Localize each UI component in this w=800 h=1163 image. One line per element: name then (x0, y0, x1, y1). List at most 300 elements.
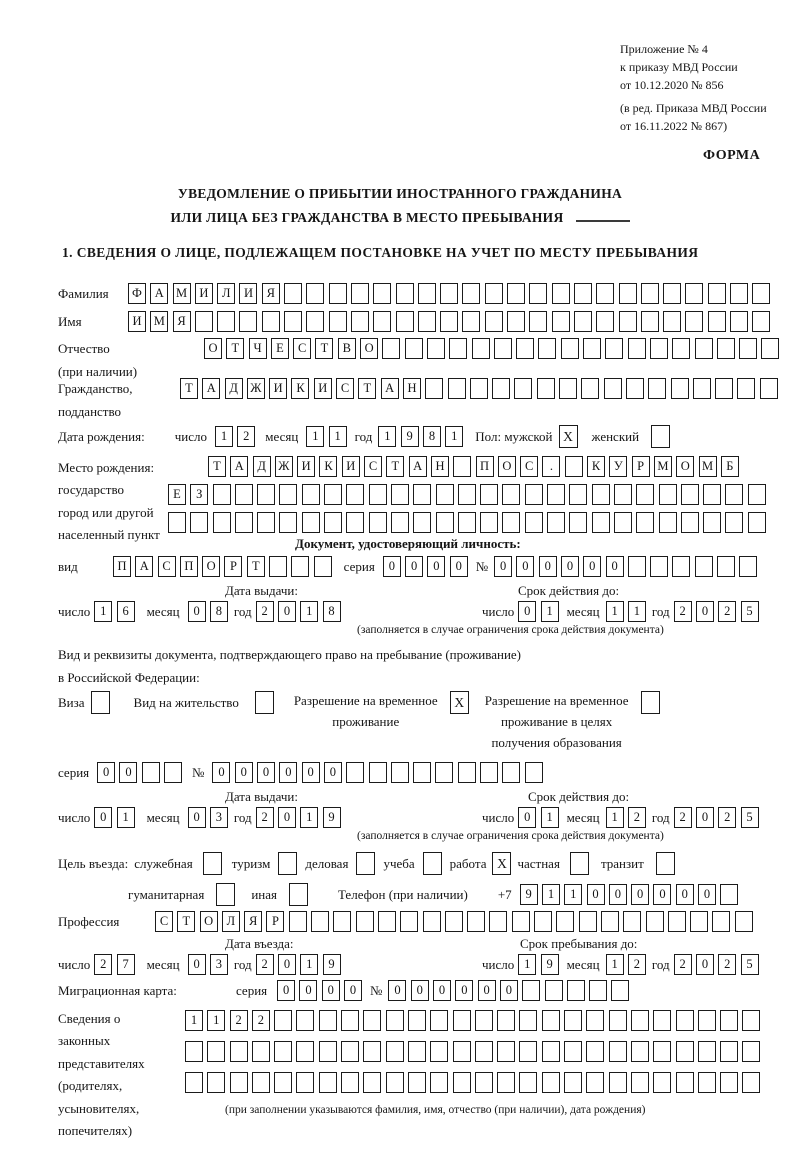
char-cell[interactable] (164, 762, 182, 783)
char-cell[interactable]: 1 (306, 426, 324, 447)
char-cell[interactable] (742, 1072, 760, 1093)
char-cell[interactable] (324, 484, 342, 505)
char-cell[interactable] (525, 484, 543, 505)
char-cell[interactable] (653, 1072, 671, 1093)
char-cell[interactable]: 0 (278, 807, 296, 828)
char-cell[interactable]: 0 (388, 980, 406, 1001)
char-cell[interactable] (289, 911, 307, 932)
char-cell[interactable]: М (654, 456, 672, 477)
char-cell[interactable] (586, 1010, 604, 1031)
char-cell[interactable] (681, 512, 699, 533)
char-cell[interactable] (752, 311, 770, 332)
char-cell[interactable] (257, 512, 275, 533)
tourism-checkbox[interactable] (278, 852, 297, 875)
char-cell[interactable] (319, 1041, 337, 1062)
char-cell[interactable]: П (476, 456, 494, 477)
char-cell[interactable] (715, 378, 733, 399)
char-cell[interactable]: 0 (324, 762, 342, 783)
char-cell[interactable]: 1 (378, 426, 396, 447)
char-cell[interactable] (611, 980, 629, 1001)
char-cell[interactable]: Т (180, 378, 198, 399)
char-cell[interactable] (605, 338, 623, 359)
char-cell[interactable] (341, 1072, 359, 1093)
char-cell[interactable] (628, 338, 646, 359)
char-cell[interactable] (604, 378, 622, 399)
sex-male-checkbox[interactable]: X (559, 425, 578, 448)
char-cell[interactable] (279, 512, 297, 533)
char-cell[interactable]: 1 (445, 426, 463, 447)
other-checkbox[interactable] (289, 883, 308, 906)
char-cell[interactable] (717, 338, 735, 359)
char-cell[interactable] (552, 311, 570, 332)
char-cell[interactable] (537, 378, 555, 399)
char-cell[interactable] (730, 311, 748, 332)
char-cell[interactable]: 0 (455, 980, 473, 1001)
stay-day-cells[interactable] (518, 954, 558, 975)
doc-exp-month-cells[interactable] (606, 601, 646, 622)
char-cell[interactable]: А (202, 378, 220, 399)
char-cell[interactable]: П (180, 556, 198, 577)
char-cell[interactable] (445, 911, 463, 932)
char-cell[interactable] (346, 512, 364, 533)
char-cell[interactable] (636, 512, 654, 533)
char-cell[interactable] (207, 1041, 225, 1062)
char-cell[interactable] (319, 1010, 337, 1031)
char-cell[interactable] (695, 338, 713, 359)
char-cell[interactable]: 2 (256, 807, 274, 828)
char-cell[interactable]: 0 (518, 807, 536, 828)
char-cell[interactable]: Я (262, 283, 280, 304)
char-cell[interactable]: . (542, 456, 560, 477)
char-cell[interactable] (306, 283, 324, 304)
char-cell[interactable]: Я (173, 311, 191, 332)
char-cell[interactable] (761, 338, 779, 359)
char-cell[interactable] (698, 1072, 716, 1093)
char-cell[interactable]: 0 (561, 556, 579, 577)
char-cell[interactable]: 0 (698, 884, 716, 905)
char-cell[interactable] (564, 1010, 582, 1031)
char-cell[interactable]: Т (315, 338, 333, 359)
char-cell[interactable]: И (314, 378, 332, 399)
char-cell[interactable] (609, 1041, 627, 1062)
char-cell[interactable] (708, 311, 726, 332)
reps-row3-cells[interactable] (185, 1072, 760, 1093)
char-cell[interactable] (319, 1072, 337, 1093)
char-cell[interactable]: 1 (300, 601, 318, 622)
char-cell[interactable]: 1 (541, 807, 559, 828)
char-cell[interactable]: 0 (279, 762, 297, 783)
char-cell[interactable] (534, 911, 552, 932)
char-cell[interactable]: 0 (518, 601, 536, 622)
char-cell[interactable] (703, 484, 721, 505)
char-cell[interactable] (475, 1041, 493, 1062)
char-cell[interactable] (346, 484, 364, 505)
char-cell[interactable] (596, 283, 614, 304)
char-cell[interactable] (291, 556, 309, 577)
char-cell[interactable]: У (609, 456, 627, 477)
char-cell[interactable] (653, 1010, 671, 1031)
char-cell[interactable]: П (113, 556, 131, 577)
char-cell[interactable] (547, 512, 565, 533)
char-cell[interactable] (586, 1041, 604, 1062)
char-cell[interactable] (453, 1010, 471, 1031)
char-cell[interactable]: 0 (257, 762, 275, 783)
char-cell[interactable] (235, 512, 253, 533)
char-cell[interactable] (565, 456, 583, 477)
char-cell[interactable] (502, 484, 520, 505)
char-cell[interactable] (391, 484, 409, 505)
char-cell[interactable]: А (381, 378, 399, 399)
char-cell[interactable] (542, 1072, 560, 1093)
permit-issue-year-cells[interactable] (256, 807, 341, 828)
char-cell[interactable] (653, 1041, 671, 1062)
char-cell[interactable]: К (587, 456, 605, 477)
char-cell[interactable]: Л (217, 283, 235, 304)
char-cell[interactable] (213, 484, 231, 505)
char-cell[interactable] (373, 283, 391, 304)
migr-number-cells[interactable] (388, 980, 629, 1001)
char-cell[interactable]: 0 (405, 556, 423, 577)
surname-cells[interactable] (128, 283, 770, 304)
char-cell[interactable] (435, 762, 453, 783)
char-cell[interactable] (693, 378, 711, 399)
char-cell[interactable]: Т (208, 456, 226, 477)
char-cell[interactable]: А (230, 456, 248, 477)
char-cell[interactable] (725, 484, 743, 505)
char-cell[interactable]: 0 (606, 556, 624, 577)
temp-edu-checkbox[interactable] (641, 691, 660, 714)
char-cell[interactable]: 2 (94, 954, 112, 975)
permit-series-cells[interactable] (97, 762, 182, 783)
char-cell[interactable] (369, 512, 387, 533)
char-cell[interactable] (581, 378, 599, 399)
char-cell[interactable]: М (150, 311, 168, 332)
char-cell[interactable] (538, 338, 556, 359)
char-cell[interactable] (698, 1010, 716, 1031)
char-cell[interactable] (453, 1072, 471, 1093)
char-cell[interactable] (525, 512, 543, 533)
char-cell[interactable]: 9 (541, 954, 559, 975)
char-cell[interactable] (739, 338, 757, 359)
char-cell[interactable]: 1 (300, 807, 318, 828)
char-cell[interactable] (672, 338, 690, 359)
char-cell[interactable]: Е (168, 484, 186, 505)
char-cell[interactable] (648, 378, 666, 399)
char-cell[interactable] (507, 311, 525, 332)
char-cell[interactable]: 0 (609, 884, 627, 905)
birth-month-cells[interactable] (306, 426, 346, 447)
char-cell[interactable] (592, 484, 610, 505)
char-cell[interactable] (284, 311, 302, 332)
char-cell[interactable]: Т (386, 456, 404, 477)
char-cell[interactable]: 1 (542, 884, 560, 905)
birth-day-cells[interactable] (215, 426, 255, 447)
official-checkbox[interactable] (203, 852, 222, 875)
char-cell[interactable] (396, 311, 414, 332)
char-cell[interactable] (545, 980, 563, 1001)
char-cell[interactable] (650, 338, 668, 359)
char-cell[interactable]: 1 (117, 807, 135, 828)
char-cell[interactable]: 0 (500, 980, 518, 1001)
char-cell[interactable] (564, 1072, 582, 1093)
char-cell[interactable]: 8 (210, 601, 228, 622)
char-cell[interactable] (663, 283, 681, 304)
char-cell[interactable]: О (204, 338, 222, 359)
char-cell[interactable]: К (291, 378, 309, 399)
char-cell[interactable] (396, 283, 414, 304)
char-cell[interactable]: 1 (541, 601, 559, 622)
char-cell[interactable] (269, 556, 287, 577)
char-cell[interactable] (413, 512, 431, 533)
char-cell[interactable]: Ж (247, 378, 265, 399)
birth-year-cells[interactable] (378, 426, 463, 447)
doc-issue-day-cells[interactable] (94, 601, 134, 622)
char-cell[interactable] (760, 378, 778, 399)
char-cell[interactable]: С (155, 911, 173, 932)
char-cell[interactable]: 1 (606, 601, 624, 622)
char-cell[interactable]: 0 (119, 762, 137, 783)
char-cell[interactable]: 2 (718, 807, 736, 828)
char-cell[interactable]: 0 (302, 762, 320, 783)
char-cell[interactable] (690, 911, 708, 932)
work-checkbox[interactable]: X (492, 852, 511, 875)
char-cell[interactable]: Л (222, 911, 240, 932)
char-cell[interactable] (363, 1041, 381, 1062)
char-cell[interactable] (341, 1010, 359, 1031)
char-cell[interactable]: Я (244, 911, 262, 932)
char-cell[interactable] (185, 1072, 203, 1093)
char-cell[interactable] (306, 311, 324, 332)
char-cell[interactable]: 0 (383, 556, 401, 577)
doc-issue-year-cells[interactable] (256, 601, 341, 622)
char-cell[interactable] (748, 484, 766, 505)
char-cell[interactable] (730, 283, 748, 304)
char-cell[interactable]: Б (721, 456, 739, 477)
char-cell[interactable]: 2 (674, 601, 692, 622)
char-cell[interactable] (676, 1072, 694, 1093)
char-cell[interactable] (507, 283, 525, 304)
char-cell[interactable] (440, 311, 458, 332)
char-cell[interactable]: 2 (674, 954, 692, 975)
permit-number-cells[interactable] (212, 762, 542, 783)
char-cell[interactable]: 9 (520, 884, 538, 905)
char-cell[interactable]: 0 (212, 762, 230, 783)
char-cell[interactable] (529, 311, 547, 332)
char-cell[interactable] (405, 338, 423, 359)
citizenship-cells[interactable] (180, 378, 778, 399)
char-cell[interactable] (480, 762, 498, 783)
char-cell[interactable]: 3 (210, 807, 228, 828)
char-cell[interactable]: Н (403, 378, 421, 399)
char-cell[interactable] (556, 911, 574, 932)
char-cell[interactable] (583, 338, 601, 359)
char-cell[interactable] (685, 311, 703, 332)
char-cell[interactable] (408, 1072, 426, 1093)
char-cell[interactable] (574, 311, 592, 332)
char-cell[interactable] (449, 338, 467, 359)
char-cell[interactable]: 0 (631, 884, 649, 905)
char-cell[interactable] (351, 311, 369, 332)
char-cell[interactable] (708, 283, 726, 304)
permit-issue-month-cells[interactable] (188, 807, 228, 828)
char-cell[interactable] (547, 484, 565, 505)
char-cell[interactable]: 5 (741, 601, 759, 622)
char-cell[interactable]: С (293, 338, 311, 359)
char-cell[interactable]: 9 (323, 954, 341, 975)
char-cell[interactable]: 2 (718, 601, 736, 622)
patronymic-cells[interactable] (204, 338, 779, 359)
char-cell[interactable]: 1 (329, 426, 347, 447)
residence-permit-checkbox[interactable] (255, 691, 274, 714)
char-cell[interactable] (720, 884, 738, 905)
char-cell[interactable] (614, 512, 632, 533)
char-cell[interactable]: 1 (606, 954, 624, 975)
char-cell[interactable]: 0 (94, 807, 112, 828)
char-cell[interactable] (262, 311, 280, 332)
char-cell[interactable]: 0 (478, 980, 496, 1001)
char-cell[interactable] (142, 762, 160, 783)
char-cell[interactable] (217, 311, 235, 332)
char-cell[interactable]: 1 (215, 426, 233, 447)
char-cell[interactable] (314, 556, 332, 577)
char-cell[interactable] (489, 911, 507, 932)
char-cell[interactable] (641, 311, 659, 332)
char-cell[interactable]: 0 (411, 980, 429, 1001)
char-cell[interactable]: 2 (252, 1010, 270, 1031)
char-cell[interactable]: Ж (275, 456, 293, 477)
char-cell[interactable]: З (190, 484, 208, 505)
phone-cells[interactable] (520, 884, 739, 905)
char-cell[interactable] (413, 762, 431, 783)
char-cell[interactable]: Т (177, 911, 195, 932)
char-cell[interactable]: О (202, 556, 220, 577)
char-cell[interactable] (631, 1072, 649, 1093)
visa-checkbox[interactable] (91, 691, 110, 714)
char-cell[interactable] (636, 484, 654, 505)
char-cell[interactable] (717, 556, 735, 577)
char-cell[interactable] (748, 512, 766, 533)
char-cell[interactable] (430, 1041, 448, 1062)
char-cell[interactable] (492, 378, 510, 399)
char-cell[interactable] (436, 512, 454, 533)
char-cell[interactable] (423, 911, 441, 932)
char-cell[interactable] (497, 1072, 515, 1093)
char-cell[interactable] (453, 1041, 471, 1062)
char-cell[interactable] (311, 911, 329, 932)
char-cell[interactable]: 0 (188, 601, 206, 622)
char-cell[interactable] (720, 1041, 738, 1062)
char-cell[interactable]: М (173, 283, 191, 304)
char-cell[interactable] (436, 484, 454, 505)
char-cell[interactable] (168, 512, 186, 533)
char-cell[interactable] (413, 484, 431, 505)
char-cell[interactable] (579, 911, 597, 932)
char-cell[interactable]: 0 (653, 884, 671, 905)
char-cell[interactable]: Е (271, 338, 289, 359)
char-cell[interactable] (425, 378, 443, 399)
char-cell[interactable]: 0 (322, 980, 340, 1001)
char-cell[interactable]: О (676, 456, 694, 477)
char-cell[interactable]: А (150, 283, 168, 304)
char-cell[interactable] (230, 1072, 248, 1093)
stay-month-cells[interactable] (606, 954, 646, 975)
profession-cells[interactable] (155, 911, 753, 932)
char-cell[interactable] (737, 378, 755, 399)
char-cell[interactable] (252, 1072, 270, 1093)
char-cell[interactable] (512, 911, 530, 932)
char-cell[interactable]: 1 (606, 807, 624, 828)
char-cell[interactable] (564, 1041, 582, 1062)
char-cell[interactable] (467, 911, 485, 932)
study-checkbox[interactable] (423, 852, 442, 875)
char-cell[interactable] (279, 484, 297, 505)
char-cell[interactable]: 0 (676, 884, 694, 905)
char-cell[interactable]: 9 (401, 426, 419, 447)
char-cell[interactable] (351, 283, 369, 304)
char-cell[interactable]: О (200, 911, 218, 932)
birthplace-row3-cells[interactable] (168, 512, 766, 533)
migr-series-cells[interactable] (277, 980, 362, 1001)
char-cell[interactable] (676, 1010, 694, 1031)
entry-day-cells[interactable] (94, 954, 134, 975)
char-cell[interactable] (596, 311, 614, 332)
char-cell[interactable] (470, 378, 488, 399)
char-cell[interactable] (542, 1041, 560, 1062)
char-cell[interactable] (391, 512, 409, 533)
char-cell[interactable]: С (336, 378, 354, 399)
char-cell[interactable]: С (520, 456, 538, 477)
char-cell[interactable] (703, 512, 721, 533)
char-cell[interactable] (614, 484, 632, 505)
char-cell[interactable] (329, 311, 347, 332)
char-cell[interactable]: 0 (278, 601, 296, 622)
char-cell[interactable] (559, 378, 577, 399)
char-cell[interactable] (408, 1041, 426, 1062)
char-cell[interactable]: 0 (97, 762, 115, 783)
char-cell[interactable] (386, 1010, 404, 1031)
char-cell[interactable]: 8 (423, 426, 441, 447)
char-cell[interactable] (567, 980, 585, 1001)
char-cell[interactable]: К (319, 456, 337, 477)
char-cell[interactable] (561, 338, 579, 359)
char-cell[interactable]: 0 (427, 556, 445, 577)
char-cell[interactable] (346, 762, 364, 783)
humanitarian-checkbox[interactable] (216, 883, 235, 906)
entry-year-cells[interactable] (256, 954, 341, 975)
char-cell[interactable] (659, 484, 677, 505)
char-cell[interactable]: 0 (587, 884, 605, 905)
char-cell[interactable] (302, 512, 320, 533)
doc-number-cells[interactable] (494, 556, 757, 577)
char-cell[interactable] (519, 1041, 537, 1062)
char-cell[interactable]: Р (632, 456, 650, 477)
char-cell[interactable]: 0 (433, 980, 451, 1001)
char-cell[interactable] (650, 556, 668, 577)
char-cell[interactable] (609, 1072, 627, 1093)
char-cell[interactable]: 0 (494, 556, 512, 577)
char-cell[interactable]: С (158, 556, 176, 577)
birthplace-row2-cells[interactable] (168, 484, 766, 505)
char-cell[interactable] (356, 911, 374, 932)
char-cell[interactable]: 8 (323, 601, 341, 622)
char-cell[interactable] (698, 1041, 716, 1062)
char-cell[interactable]: 2 (628, 807, 646, 828)
char-cell[interactable] (529, 283, 547, 304)
char-cell[interactable] (252, 1041, 270, 1062)
char-cell[interactable] (525, 762, 543, 783)
char-cell[interactable] (685, 283, 703, 304)
char-cell[interactable] (672, 556, 690, 577)
